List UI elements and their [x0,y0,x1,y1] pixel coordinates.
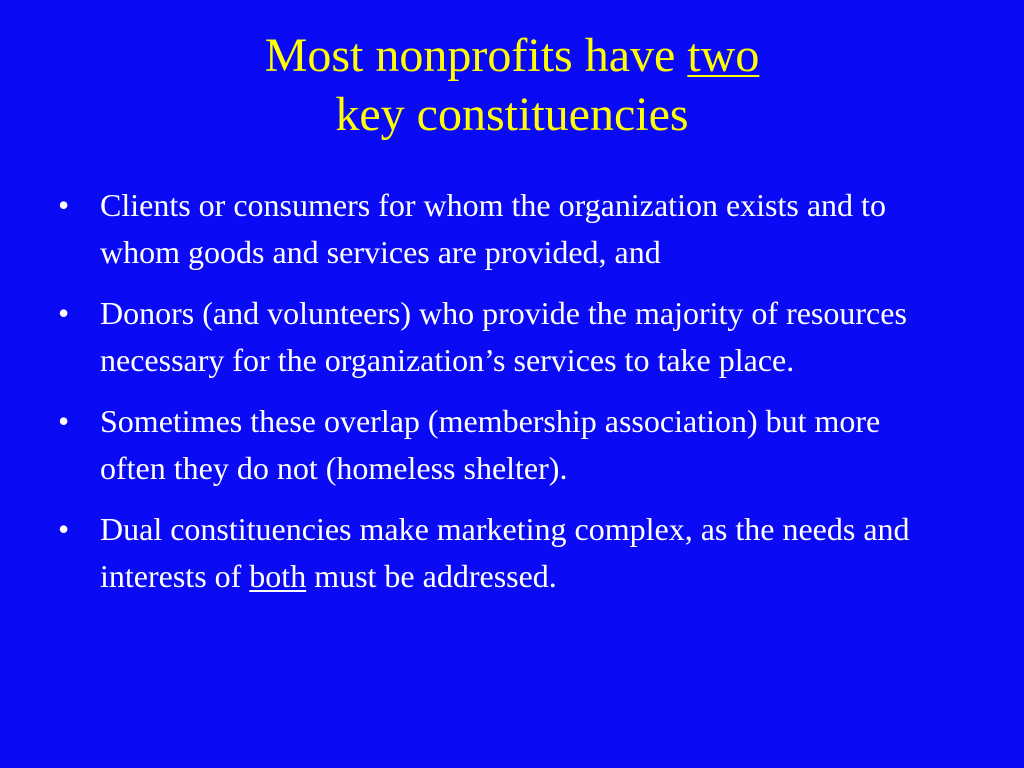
bullet-icon: • [58,403,70,439]
bullet-item-dual [56,506,936,600]
bullet-item-clients [56,182,936,276]
bullet-item-donors [56,290,936,384]
slide-title [0,26,1024,144]
bullet-list [56,182,936,614]
title-line-2: key constituencies [335,88,689,141]
bullet-item-overlap [56,398,936,492]
bullet-text: Clients or consumers for whom the organization exists and to whom goods and services are provided, and [100,187,886,270]
bullet-text: Dual constituencies make marketing complex, as the needs and interests of [100,511,910,594]
bullet-icon: • [58,187,70,223]
title-line-1-text: Most nonprofits have [264,29,688,82]
bullet-text: Sometimes these overlap (membership association) but more often they do not (homeless shelter). [100,403,881,486]
bullet-text-end: must be addressed. [306,558,557,594]
bullet-text: Donors (and volunteers) who provide the majority of resources necessary for the organization’s services to take place. [100,295,907,378]
title-line-1 [0,26,1024,85]
title-emphasis: two [687,29,760,82]
bullet-icon: • [58,511,70,547]
bullet-emphasis: both [249,558,307,594]
bullet-icon: • [58,295,70,331]
